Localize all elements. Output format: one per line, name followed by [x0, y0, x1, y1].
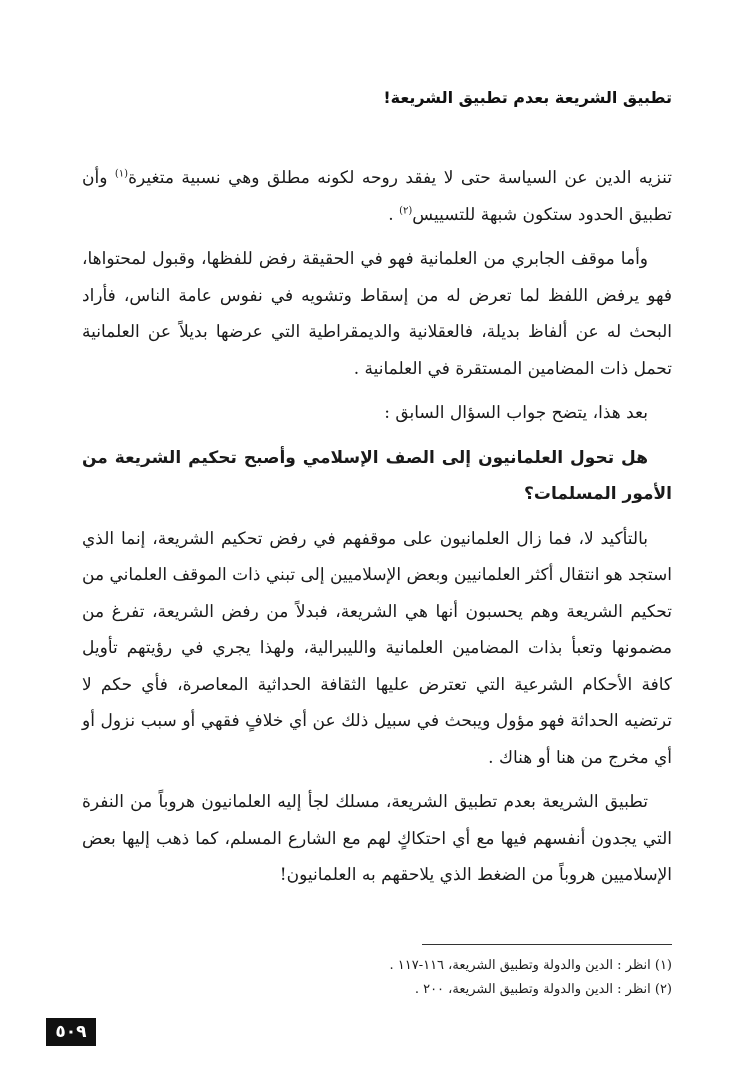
footnote-2: (٢) انظر : الدين والدولة وتطبيق الشريعة، ٢٠٠ .: [414, 982, 672, 997]
body-text: [82, 160, 672, 894]
paragraph-5: تطبيق الشريعة بعدم تطبيق الشريعة، مسلك لجأ إليه العلمانيون هروباً من النفرة التي يجدون أنفسهم فيها مع أي احتكاكٍ لهم مع الشارع المسلم، كما ذهب إليها بعض الإسلاميين هروباً من الضغط الذي يلاحقهم به العلمانيون!: [82, 792, 672, 885]
paragraph-1: [82, 160, 672, 233]
paragraph-1-text: تنزيه الدين عن السياسة حتى لا يفقد روحه لكونه مطلق وهي نسبية متغيرة: [128, 168, 672, 188]
paragraph-3: بعد هذا، يتضح جواب السؤال السابق :: [384, 403, 648, 423]
footnotes: [82, 954, 672, 1002]
paragraph-4: بالتأكيد لا، فما زال العلمانيون على موقفهم في رفض تحكيم الشريعة، إنما الذي استجد هو انتقال أكثر العلمانيين وبعض الإسلاميين إلى تبني ذات الموقف العلماني من تحكيم الشريعة وهم يحسبون أنها هي الشريعة، فبدلاً من رفض الشريعة، تفرغ من مضمونها وتعبأ بذات المضامين العلمانية والليبرالية، ولهذا يجري في رؤيتهم تأويل كافة الأحكام الشرعية التي تعترض عليها الثقافة الحداثية المعاصرة، فأي حكم لا ترتضيه الحداثة فهو مؤول ويبحث في سبيل ذلك عن أي خلافٍ فقهي أو سبب نزول أو أي مخرج من هنا أو هناك .: [82, 528, 672, 768]
footnote-ref-1[interactable]: (١): [114, 168, 129, 180]
paragraph-2: وأما موقف الجابري من العلمانية فهو في الحقيقة رفض للفظها، وقبول لمحتواها، فهو يرفض اللفظ لما تعرض له من إسقاط وتشويه في نفوس عامة الناس، فأراد البحث له عن ألفاظ بديلة، فالعقلانية والديمقراطية التي عرضها بديلاً عن العلمانية تحمل ذات المضامين المستقرة في العلمانية .: [82, 249, 672, 379]
footnote-ref-2[interactable]: (٢): [399, 204, 413, 216]
paragraph-1-end: .: [388, 204, 400, 225]
paragraph-1-text-b: وأن تطبيق الحدود ستكون شبهة للتسييس: [82, 168, 672, 225]
running-header: تطبيق الشريعة بعدم تطبيق الشريعة!: [383, 88, 672, 107]
page-number: ٥٠٩: [46, 1018, 96, 1046]
footnote-1: (١) انظر : الدين والدولة وتطبيق الشريعة، ١١٦-١١٧ .: [389, 958, 672, 973]
footnote-divider: [422, 944, 672, 945]
question-heading: هل تحول العلمانيون إلى الصف الإسلامي وأصبح تحكيم الشريعة من الأمور المسلمات؟: [82, 447, 672, 504]
book-page: [82, 0, 672, 1072]
